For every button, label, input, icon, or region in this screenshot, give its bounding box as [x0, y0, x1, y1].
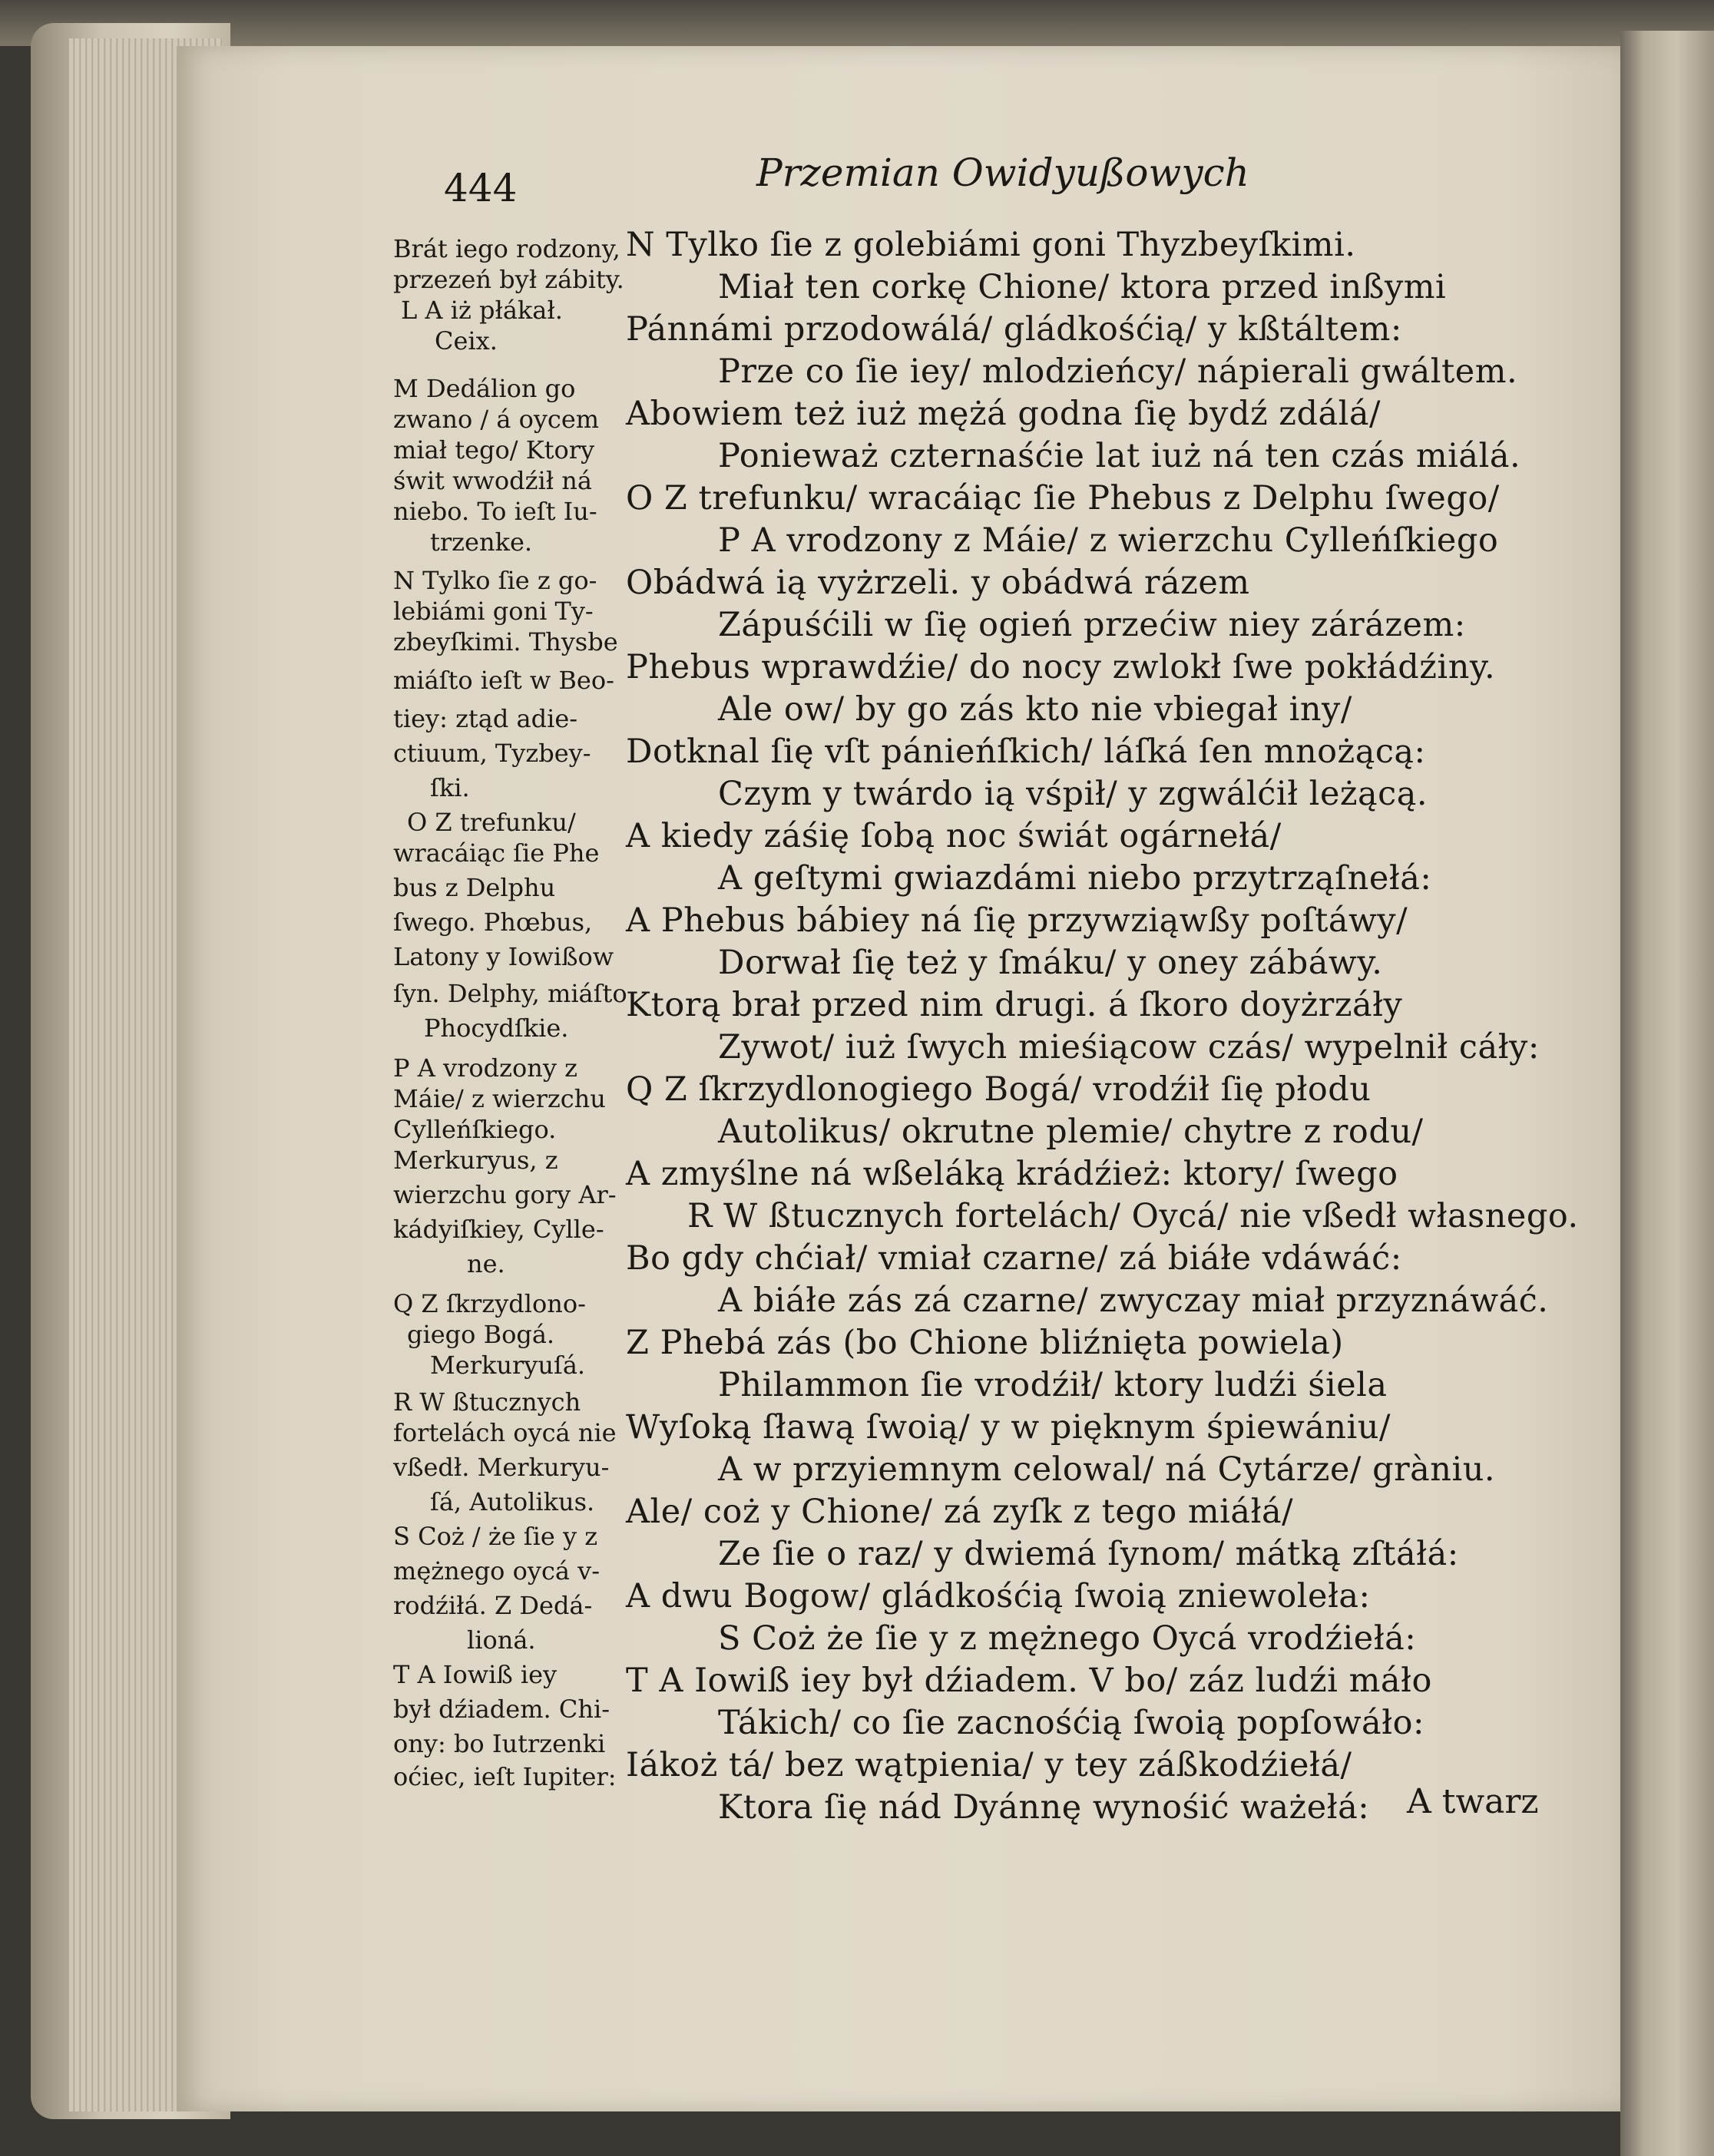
margin-note-line: zwano / á oycem	[393, 405, 600, 434]
verse-line: Ale/ coż y Chione/ zá zyſk z tego miáłá/	[626, 1493, 1294, 1531]
page-number: 444	[444, 166, 518, 210]
margin-note-line: O Z trefunku/	[407, 808, 576, 837]
verse-line: Ktorą brał przed nim drugi. á ſkoro doyżrzáły	[626, 986, 1403, 1024]
margin-note-line: L A iż płákał.	[401, 296, 563, 325]
margin-note-line: ſyn. Delphy, miáſto	[393, 979, 627, 1008]
margin-note-line: Máie/ z wierzchu	[393, 1084, 606, 1113]
verse-line: Prze co ſie iey/ mlodzieńcy/ nápierali gwáltem.	[718, 352, 1518, 391]
catchword: A twarz	[1407, 1782, 1539, 1821]
verse-line: A geſtymi gwiazdámi niebo przytrząſnełá:	[718, 859, 1432, 898]
verse-line: Phebus wprawdźie/ do nocy zwlokł ſwe pokłádźiny.	[626, 648, 1496, 686]
verse-line: Wyſoką ſławą ſwoią/ y w pięknym śpiewániu/	[626, 1408, 1391, 1447]
margin-note-line: bus z Delphu	[393, 873, 556, 902]
margin-note-line: Latony y Iowißow	[393, 942, 614, 971]
verse-line: Ktora ſię nád Dyánnę wynośić ważełá:	[718, 1788, 1370, 1827]
verse-line: A zmyślne ná wßeláką krádźież: ktory/ ſwego	[626, 1155, 1398, 1193]
background-top	[0, 0, 1714, 46]
margin-note-line: vßedł. Merkuryu-	[393, 1453, 610, 1482]
margin-note-line: trzenke.	[430, 527, 533, 557]
margin-note-line: wierzchu gory Ar-	[393, 1180, 617, 1209]
margin-note-line: przezeń był zábity.	[393, 265, 624, 294]
margin-note-line: ony: bo Iutrzenki	[393, 1729, 606, 1758]
margin-note-line: ſá, Autolikus.	[430, 1487, 595, 1516]
margin-note-line: Merkuryus, z	[393, 1146, 558, 1175]
margin-note-line: ne.	[467, 1249, 505, 1278]
verse-line: Ale ow/ by go zás kto nie vbiegał iny/	[718, 690, 1352, 729]
margin-note-line: miał tego/ Ktory	[393, 435, 595, 465]
margin-note-line: kádyiſkiey, Cylle-	[393, 1215, 604, 1244]
margin-note-line: lioná.	[467, 1625, 536, 1655]
verse-line: Bo gdy chćiał/ vmiał czarne/ zá biáłe vdáwáć:	[626, 1239, 1402, 1278]
verse-line: Tákich/ co ſie zacnośćią ſwoią popſowáło:	[718, 1704, 1424, 1742]
verse-line: Zápuśćili w ſię ogień przećiw niey zárázem:	[718, 606, 1466, 644]
margin-note-line: mężnego oycá v-	[393, 1556, 601, 1586]
margin-note-line: zbeyſkimi. Thysbe	[393, 627, 618, 656]
margin-note-line: wracáiąc ſie Phe	[393, 838, 600, 868]
margin-note-line: był dźiadem. Chi-	[393, 1695, 610, 1724]
margin-note-line: S Coż / że ſie y z	[393, 1522, 598, 1551]
margin-note-line: świt wwodźił ná	[393, 466, 592, 495]
verse-line: T A Iowiß iey był dźiadem. V bo/ záz ludźi máło	[626, 1662, 1432, 1700]
verse-line: A biáłe zás zá czarne/ zwyczay miał przyznáwáć.	[718, 1281, 1549, 1320]
margin-note-line: ctiuum, Tyzbey-	[393, 739, 591, 768]
verse-line: Autolikus/ okrutne plemie/ chytre z rodu/	[718, 1113, 1424, 1151]
running-head: Przemian Owidyußowych	[756, 150, 1249, 195]
verse-line: Philammon ſie vrodźił/ ktory ludźi śiela	[718, 1366, 1388, 1404]
verse-line: Zywot/ iuż ſwych mieśiącow czás/ wypelnił cáły:	[718, 1028, 1540, 1066]
verse-line: A dwu Bogow/ gládkośćią ſwoią zniewoleła:	[626, 1577, 1371, 1615]
verse-line: Abowiem też iuż mężá godna ſię bydź zdálá/	[626, 395, 1381, 433]
margin-note-line: P A vrodzony z	[393, 1053, 577, 1083]
margin-note-line: rodźiłá. Z Dedá-	[393, 1591, 593, 1620]
verse-line: A Phebus bábiey ná ſię przywziąwßy poſtáwy/	[626, 901, 1408, 940]
margin-note-line: M Dedálion go	[393, 374, 576, 403]
verse-line: Dorwał ſię też y ſmáku/ y oney zábáwy.	[718, 944, 1383, 982]
verse-line: A kiedy záśię ſobą noc świát ogárnełá/	[626, 817, 1282, 855]
margin-note-line: ſwego. Phœbus,	[393, 908, 593, 937]
margin-note-line: miáſto ieſt w Beo-	[393, 666, 614, 695]
margin-note-line: Brát iego rodzony,	[393, 234, 620, 263]
verse-line: Ponieważ czternaśćie lat iuż ná ten czás miálá.	[718, 437, 1521, 475]
margin-note-line: oćiec, ieſt Iupiter:	[393, 1762, 617, 1791]
verse-line: Miał ten corkę Chione/ ktora przed inßymi	[718, 268, 1447, 306]
verse-line: Z Phebá zás (bo Chione bliźnięta powiela)	[626, 1324, 1344, 1362]
verse-line: Dotknal ſię vſt pánieńſkich/ láſká ſen mnożącą:	[626, 732, 1426, 771]
margin-note-line: R W ßtucznych	[393, 1387, 581, 1417]
verse-line: Iákoż tá/ bez wątpienia/ y tey záßkodźiełá/	[626, 1746, 1352, 1784]
verse-line: Pánnámi przodowálá/ gládkośćią/ y kßtáltem:	[626, 310, 1402, 349]
margin-note-line: N Tylko ſie z go-	[393, 566, 597, 595]
verse-line: A w przyiemnym celowal/ ná Cytárze/ gràniu.	[718, 1450, 1496, 1489]
margin-note-line: tiey: ztąd adie-	[393, 704, 578, 733]
verse-line: Ze ſie o raz/ y dwiemá ſynom/ mátką zſtáłá:	[718, 1535, 1459, 1573]
verse-line: Q Z ſkrzydlonogiego Bogá/ vrodźił ſię płodu	[626, 1070, 1372, 1109]
verse-line: P A vrodzony z Máie/ z wierzchu Cylleńſkiego	[718, 521, 1499, 560]
verse-line: S Coż że ſie y z mężnego Oycá vrodźiełá:	[718, 1619, 1417, 1658]
margin-note-line: Ceix.	[435, 326, 498, 355]
margin-note-line: Merkuryuſá.	[430, 1351, 586, 1380]
facing-page-edge	[1620, 31, 1714, 2156]
verse-line: Czym y twárdo ią vśpił/ y zgwálćił leżącą.	[718, 775, 1428, 813]
margin-note-line: giego Bogá.	[407, 1320, 555, 1349]
margin-note-line: Q Z ſkrzydlono-	[393, 1289, 586, 1318]
margin-note-line: fortelách oycá nie	[393, 1418, 617, 1447]
verse-line: N Tylko ſie z golebiámi goni Thyzbeyſkimi.	[626, 226, 1356, 264]
margin-note-line: Cylleńſkiego.	[393, 1115, 557, 1144]
margin-note-line: niebo. To ieſt Iu-	[393, 497, 597, 526]
verse-line: O Z trefunku/ wracáiąc ſie Phebus z Delphu ſwego/	[626, 479, 1500, 518]
verse-line: R W ßtucznych fortelách/ Oycá/ nie vßedł własnego.	[687, 1197, 1579, 1235]
margin-note-line: lebiámi goni Ty-	[393, 597, 594, 626]
margin-note-line: ſki.	[430, 773, 470, 802]
verse-line: Obádwá ią vyżrzeli. y obádwá rázem	[626, 564, 1250, 602]
margin-note-line: T A Iowiß iey	[393, 1660, 558, 1689]
margin-note-line: Phocydſkie.	[424, 1014, 569, 1043]
